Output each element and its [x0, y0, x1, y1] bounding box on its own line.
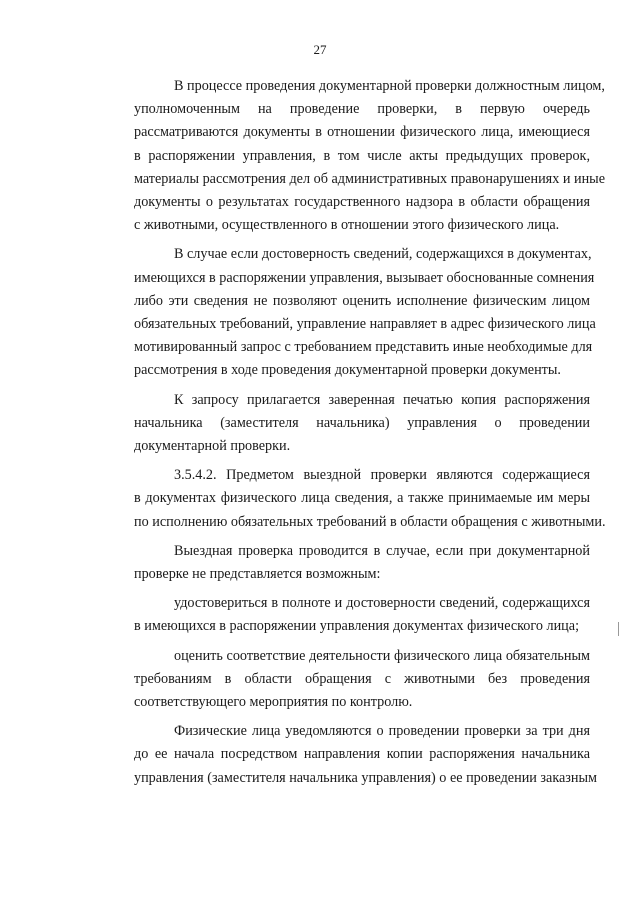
text-line: рассматриваются документы в отношении физического лица, имеющиеся [134, 124, 590, 141]
paragraph-3-5-4-2 [94, 464, 606, 534]
document-body [94, 75, 606, 796]
text-line: оценить соответствие деятельности физического лица обязательным [174, 647, 590, 664]
text-line: имеющихся в распоряжении управления, вызывает обоснованные сомнения [134, 269, 595, 286]
text-line: в имеющихся в распоряжении управления документах физического лица; [134, 618, 580, 635]
text-line: документарной проверки. [134, 438, 291, 455]
text-line: В случае если достоверность сведений, содержащихся в документах, [174, 246, 592, 263]
paragraph-documentary-review [94, 75, 605, 237]
text-line: удостовериться в полноте и достоверности сведений, содержащихся [174, 595, 590, 612]
text-line: В процессе проведения документарной проверки должностным лицом, [174, 78, 605, 94]
paragraph-reliability-doubts [94, 243, 596, 382]
scan-margin-mark [618, 622, 621, 636]
text-line: рассмотрения в ходе проведения документарной проверки документы. [134, 362, 561, 379]
text-line: материалы рассмотрения дел об административных правонарушениях и иные [134, 170, 605, 187]
text-line: 3.5.4.2. Предметом выездной проверки являются содержащиеся [174, 467, 590, 484]
text-line: обязательных требований, управление направляет в адрес физического лица [134, 316, 596, 333]
text-line: К запросу прилагается заверенная печатью копия распоряжения [174, 391, 590, 408]
text-line: до ее начала посредством направления копии распоряжения начальника [134, 746, 590, 763]
paragraph-notification [94, 720, 598, 790]
text-line: начальника (заместителя начальника) управления о проведении [134, 414, 590, 431]
paragraph-verify-completeness [94, 592, 590, 638]
text-line: с животными, осуществленного в отношении этого физического лица. [134, 217, 560, 234]
paragraph-field-inspection [94, 540, 590, 586]
text-line: по исполнению обязательных требований в области обращения с животными. [134, 513, 606, 530]
text-line: уполномоченным на проведение проверки, в первую очередь [134, 101, 590, 118]
paragraph-evaluate-compliance [94, 645, 590, 715]
paragraph-request-attachment [94, 389, 590, 459]
text-line: Выездная проверка проводится в случае, если при документарной [174, 542, 590, 559]
text-line: управления (заместителя начальника управления) о ее проведении заказным [134, 769, 598, 786]
text-line: Физические лица уведомляются о проведении проверки за три дня [174, 723, 590, 740]
text-line: мотивированный запрос с требованием представить иные необходимые для [134, 339, 593, 356]
text-line: требованиям в области обращения с животными без проведения [134, 670, 590, 687]
page-number: 27 [313, 42, 327, 57]
text-line: в документах физического лица сведения, а также принимаемые им меры [134, 490, 590, 507]
text-line: соответствующего мероприятия по контролю. [134, 694, 413, 711]
text-line: документы о результатах государственного надзора в области обращения [134, 194, 590, 211]
text-line: проверке не представляется возможным: [134, 566, 381, 583]
text-line: либо эти сведения не позволяют оценить исполнение физическим лицом [134, 292, 590, 309]
text-line: в распоряжении управления, в том числе акты предыдущих проверок, [134, 147, 590, 164]
